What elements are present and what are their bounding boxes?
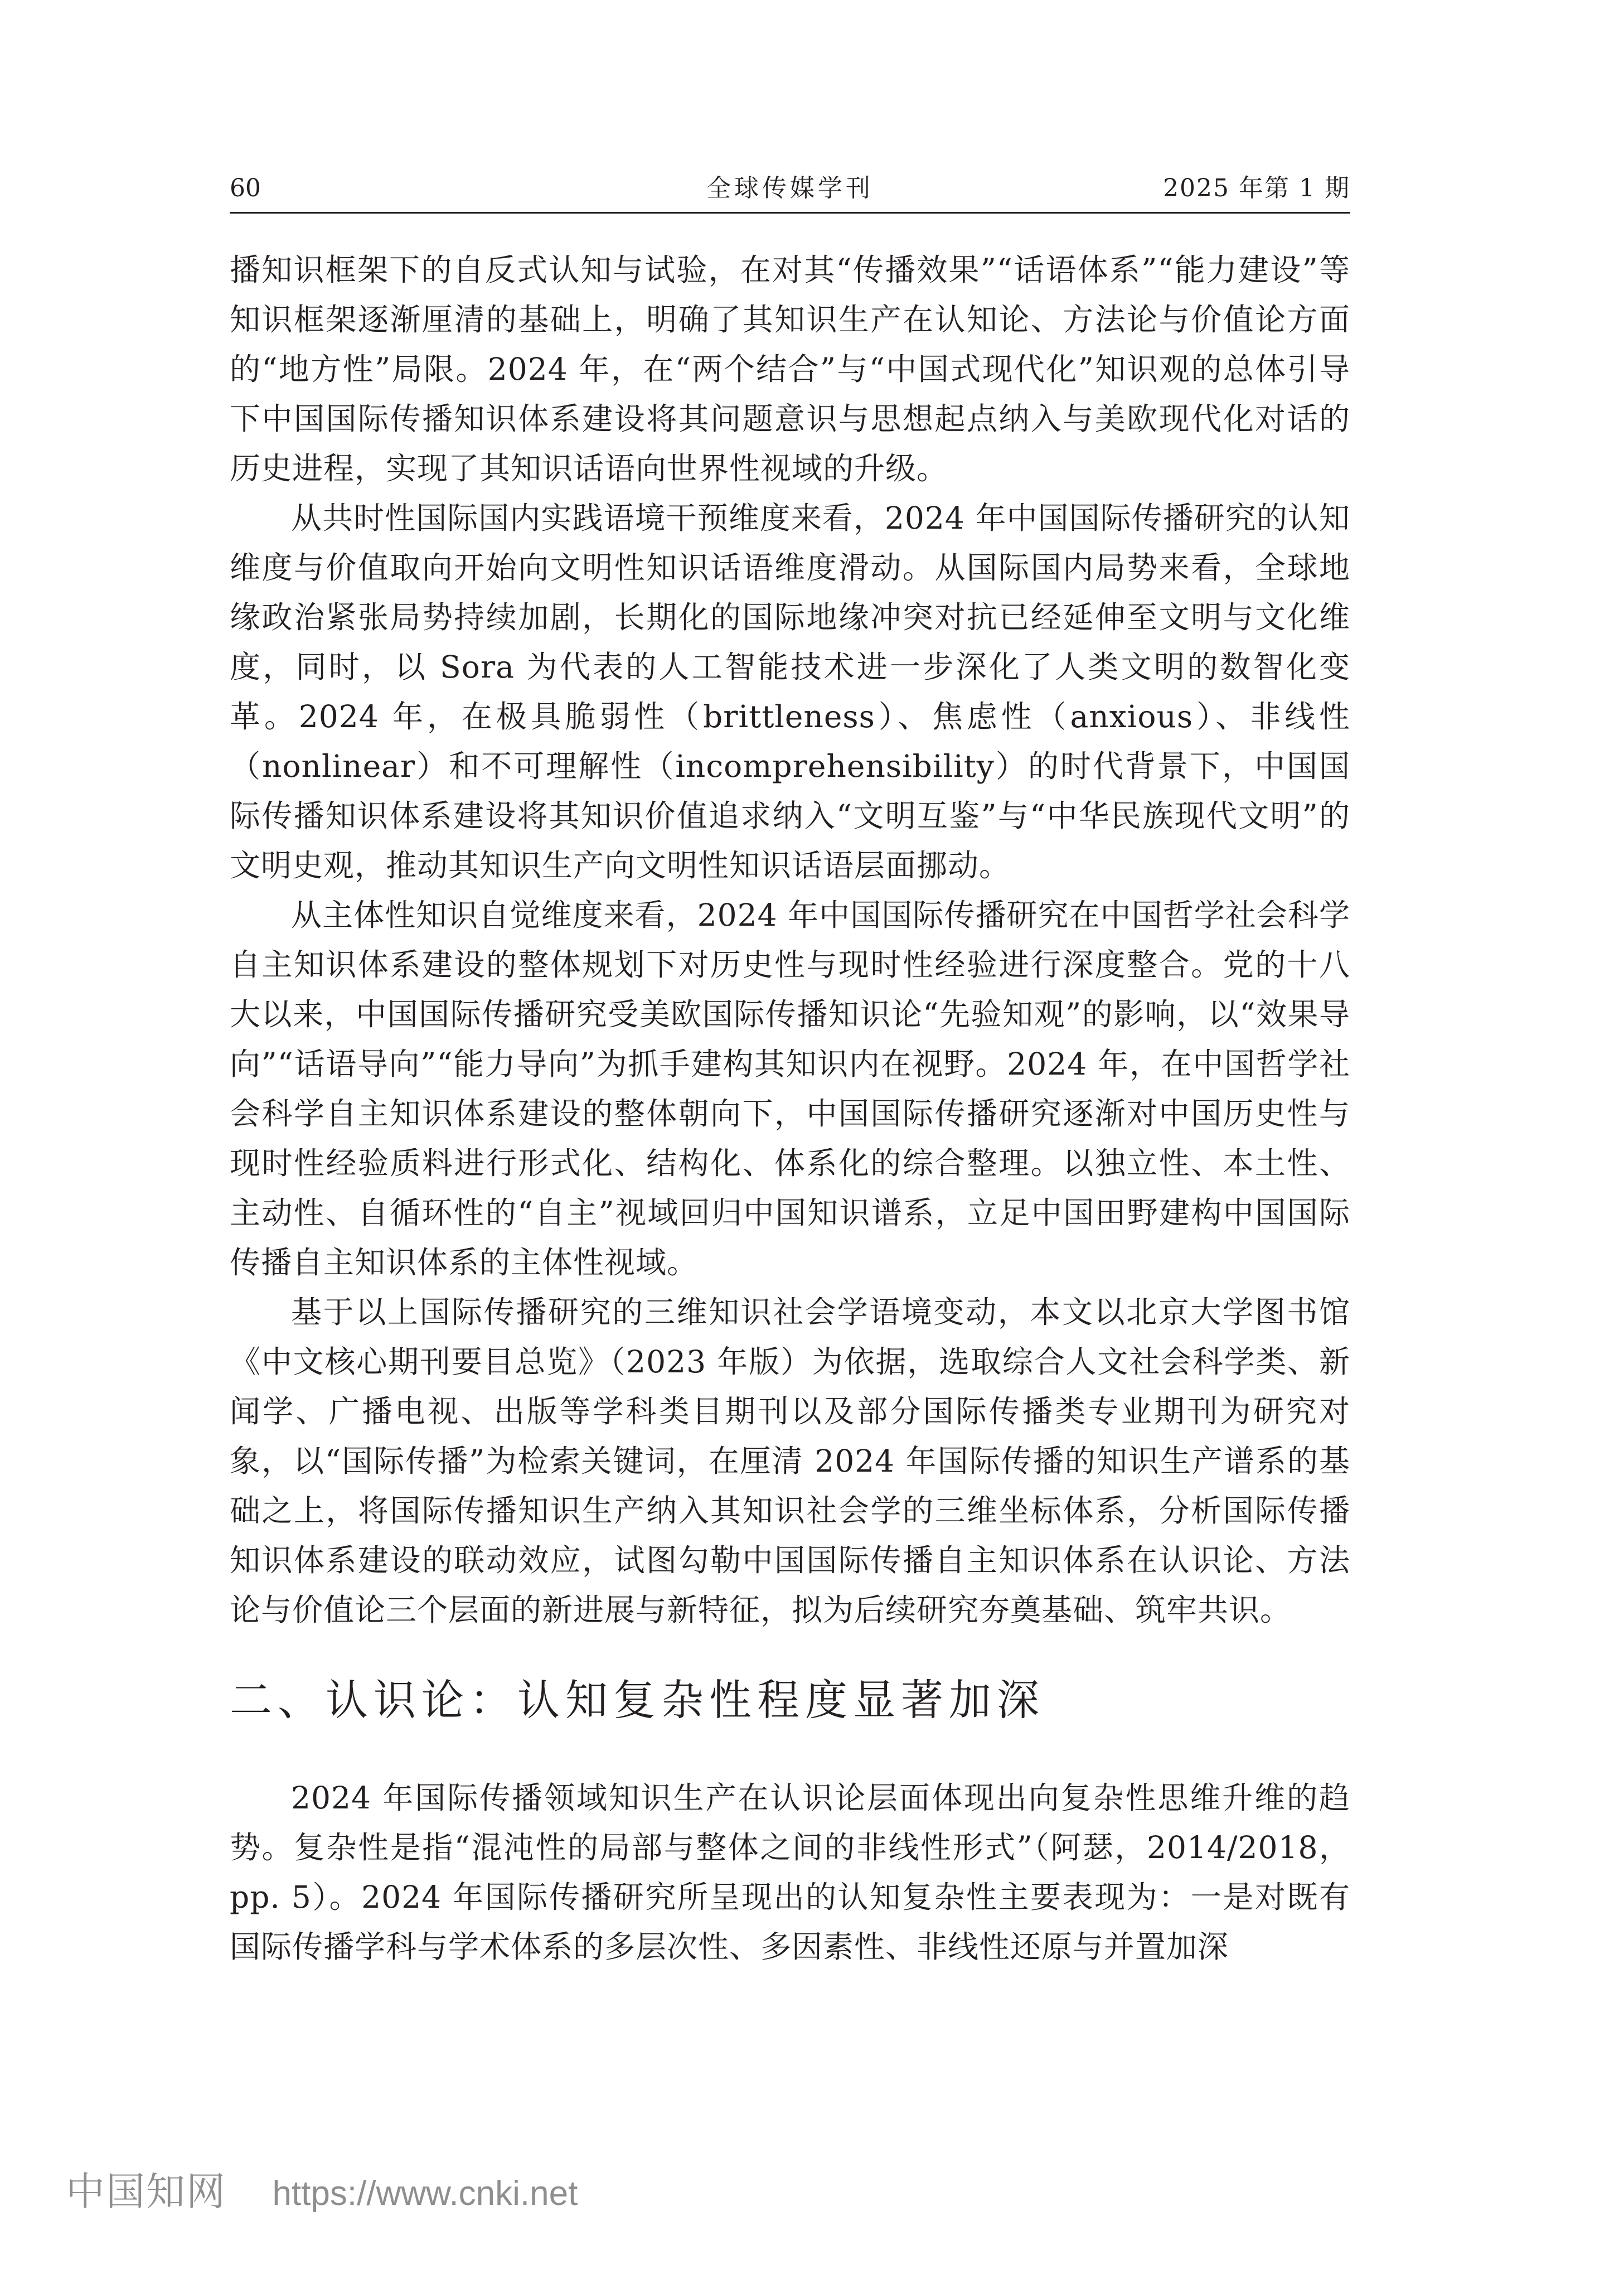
paragraph-continued: 播知识框架下的自反式认知与试验，在对其“传播效果”“话语体系”“能力建设”等知识框架逐渐厘清的基础上，明确了其知识生产在认知论、方法论与价值论方面的“地方性”局限。2024 年，在“两个结合”与“中国式现代化”知识观的总体引导下中国国际传播知识体系建设将其问题意识与思想起点纳入与美欧现代化对话的历史进程，实现了其知识话语向世界性视域的升级。 — [230, 252, 1350, 486]
watermark — [66, 2164, 578, 2219]
paragraph: 2024 年国际传播领域知识生产在认识论层面体现出向复杂性思维升维的趋势。复杂性是指“混沌性的局部与整体之间的非线性形式”（阿瑟，2014/2018，pp. 5）。2024 年国际传播研究所呈现出的认知复杂性主要表现为：一是对既有国际传播学科与学术体系的多层次性、多因素性、非线性还原与并置加深 — [230, 1780, 1350, 1965]
page-number: 60 — [230, 174, 261, 202]
paragraph: 从主体性知识自觉维度来看，2024 年中国国际传播研究在中国哲学社会科学自主知识体系建设的整体规划下对历史性与现时性经验进行深度整合。党的十八大以来，中国国际传播研究受美欧国际传播知识论“先验知观”的影响，以“效果导向”“话语导向”“能力导向”为抓手建构其知识内在视野。2024 年，在中国哲学社会科学自主知识体系建设的整体朝向下，中国国际传播研究逐渐对中国历史性与现时性经验质料进行形式化、结构化、体系化的综合整理。以独立性、本土性、主动性、自循环性的“自主”视域回归中国知识谱系，立足中国田野建构中国国际传播自主知识体系的主体性视域。 — [230, 897, 1350, 1280]
watermark-brand: 中国知网 — [66, 2170, 226, 2213]
header-rule — [230, 212, 1350, 214]
paragraph: 基于以上国际传播研究的三维知识社会学语境变动，本文以北京大学图书馆《中文核心期刊要目总览》（2023 年版）为依据，选取综合人文社会科学类、新闻学、广播电视、出版等学科类目期刊以及部分国际传播类专业期刊为研究对象，以“国际传播”为检索关键词，在厘清 2024 年国际传播的知识生产谱系的基础之上，将国际传播知识生产纳入其知识社会学的三维坐标体系，分析国际传播知识体系建设的联动效应，试图勾勒中国国际传播自主知识体系在认识论、方法论与价值论三个层面的新进展与新特征，拟为后续研究夯奠基础、筑牢共识。 — [230, 1294, 1350, 1628]
journal-name: 全球传媒学刊 — [706, 174, 874, 202]
watermark-url: https://www.cnki.net — [272, 2174, 578, 2213]
article-body — [230, 245, 1350, 1972]
section-heading: 二、认识论：认知复杂性程度显著加深 — [230, 1675, 1045, 1725]
paragraph: 从共时性国际国内实践语境干预维度来看，2024 年中国国际传播研究的认知维度与价值取向开始向文明性知识话语维度滑动。从国际国内局势来看，全球地缘政治紧张局势持续加剧，长期化的国际地缘冲突对抗已经延伸至文明与文化维度，同时，以 Sora 为代表的人工智能技术进一步深化了人类文明的数智化变革。2024 年，在极具脆弱性（brittleness）、焦虑性（anxious）、非线性（nonlinear）和不可理解性（incomprehensibility）的时代背景下，中国国际传播知识体系建设将其知识价值追求纳入“文明互鉴”与“中华民族现代文明”的文明史观，推动其知识生产向文明性知识话语层面挪动。 — [230, 500, 1350, 883]
issue-label: 2025 年第 1 期 — [1163, 174, 1350, 202]
running-header — [230, 170, 1350, 207]
